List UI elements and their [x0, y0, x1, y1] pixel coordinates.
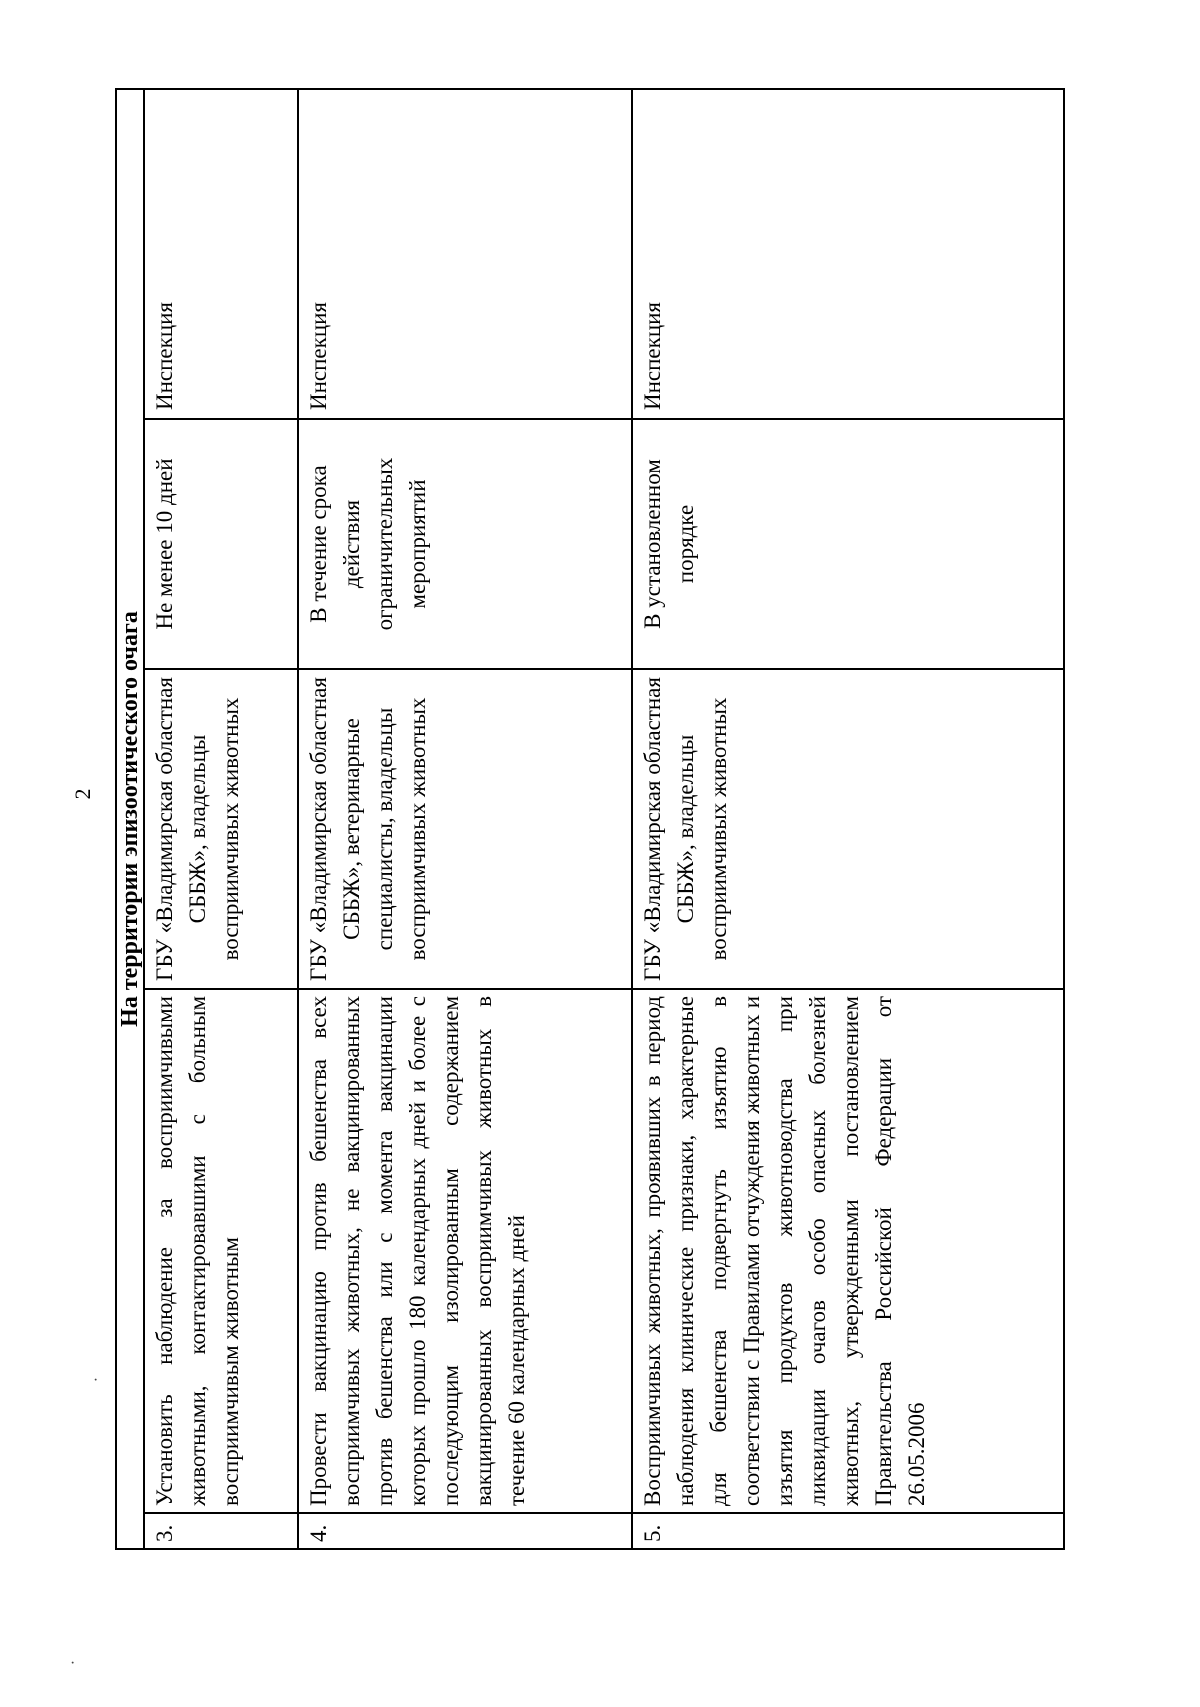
- responsible-cell: ГБУ «Владимирская областная СББЖ», ветеринарные специалисты, владельцы восприимчивых животных: [298, 669, 632, 989]
- row-number: 5.: [632, 1513, 1064, 1549]
- row-number: 3.: [144, 1513, 298, 1549]
- measure-cell: Провести вакцинацию против бешенства всех восприимчивых животных, не вакцинированных против бешенства или с момента вакцинации которых прошло 180 календарных дней и более с последующим изолированным содержанием вакцинированных восприимчивых животных в течение 60 календарных дней: [298, 989, 632, 1513]
- measure-cell: Восприимчивых животных, проявивших в период наблюдения клинические признаки, характерные для бешенства подвергнуть изъятию в соответствии с Правилами отчуждения животных и изъятия продуктов животноводства при ликвидации очагов особо опасных болезней животных, утвержденными постановлением Правительства Российской Федерации от 26.05.2006: [632, 989, 1064, 1513]
- section-heading-row: [116, 89, 144, 1549]
- scan-dot: ·: [93, 1372, 99, 1389]
- term-cell: Не менее 10 дней: [144, 419, 298, 669]
- term-cell: В установленном порядке: [632, 419, 1064, 669]
- row-number: 4.: [298, 1513, 632, 1549]
- measures-table: [115, 88, 1065, 1550]
- table-row: [298, 89, 632, 1549]
- executor-cell: Инспекция: [298, 89, 632, 419]
- measure-cell: Установить наблюдение за восприимчивыми животными, контактировавшими с больным восприимчивым животным: [144, 989, 298, 1513]
- executor-cell: Инспекция: [144, 89, 298, 419]
- responsible-cell: ГБУ «Владимирская областная СББЖ», владельцы восприимчивых животных: [144, 669, 298, 989]
- section-heading: На территории эпизоотического очага: [116, 89, 144, 1549]
- rotated-table-container: [115, 90, 1065, 1550]
- executor-cell: Инспекция: [632, 89, 1064, 419]
- table-row: [632, 89, 1064, 1549]
- page-number: 2: [70, 788, 95, 800]
- scan-dot: ·: [70, 1655, 76, 1672]
- table-row: [144, 89, 298, 1549]
- term-cell: В течение срока действия ограничительных мероприятий: [298, 419, 632, 669]
- responsible-cell: ГБУ «Владимирская областная СББЖ», владельцы восприимчивых животных: [632, 669, 1064, 989]
